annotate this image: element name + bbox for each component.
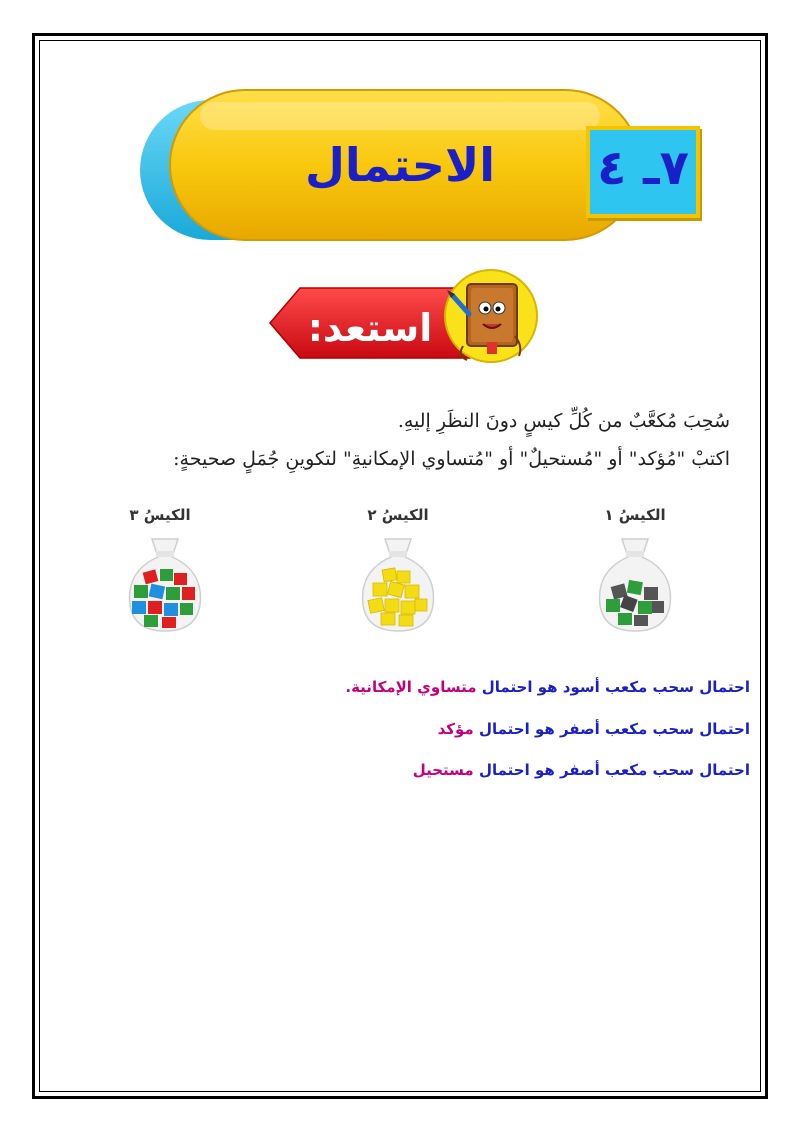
page-title: الاحتمال <box>305 138 495 192</box>
section-number: ٧ـ ٤ <box>597 140 689 196</box>
bag-1-image <box>590 535 680 635</box>
answer-2-stem: احتمال سحب مكعب أصفر هو احتمال <box>478 720 750 738</box>
bag-2-image <box>353 535 443 635</box>
answer-2-value: مؤكد <box>437 720 474 738</box>
answer-1-value: متساوي الإمكانية. <box>345 678 477 696</box>
answer-line-3 <box>413 761 750 779</box>
bag-3-image <box>120 535 210 635</box>
answer-1-stem: احتمال سحب مكعب أسود هو احتمال <box>481 678 750 696</box>
bag-3-label: الكيسُ ٣ <box>129 506 191 524</box>
instruction-line-1: سُحِبَ مُكعَّبٌ من كُلِّ كيسٍ دونَ النظَرِ إليهِ. <box>397 410 730 432</box>
instruction-line-2: اكتبْ "مُؤكد" أو "مُستحيلٌ" أو "مُتساوي الإمكانيةِ" لتكوينِ جُمَلٍ صحيحةٍ: <box>173 448 730 470</box>
bag-2-label: الكيسُ ٢ <box>367 506 429 524</box>
answer-line-1 <box>345 678 750 696</box>
ready-label: استعد: <box>307 306 433 350</box>
answer-3-value: مستحيل <box>412 761 474 779</box>
answer-line-2 <box>438 720 750 738</box>
book-mascot-icon <box>433 266 543 366</box>
bag-1-label: الكيسُ ١ <box>604 506 666 524</box>
answer-3-stem: احتمال سحب مكعب أصفر هو احتمال <box>478 761 750 779</box>
